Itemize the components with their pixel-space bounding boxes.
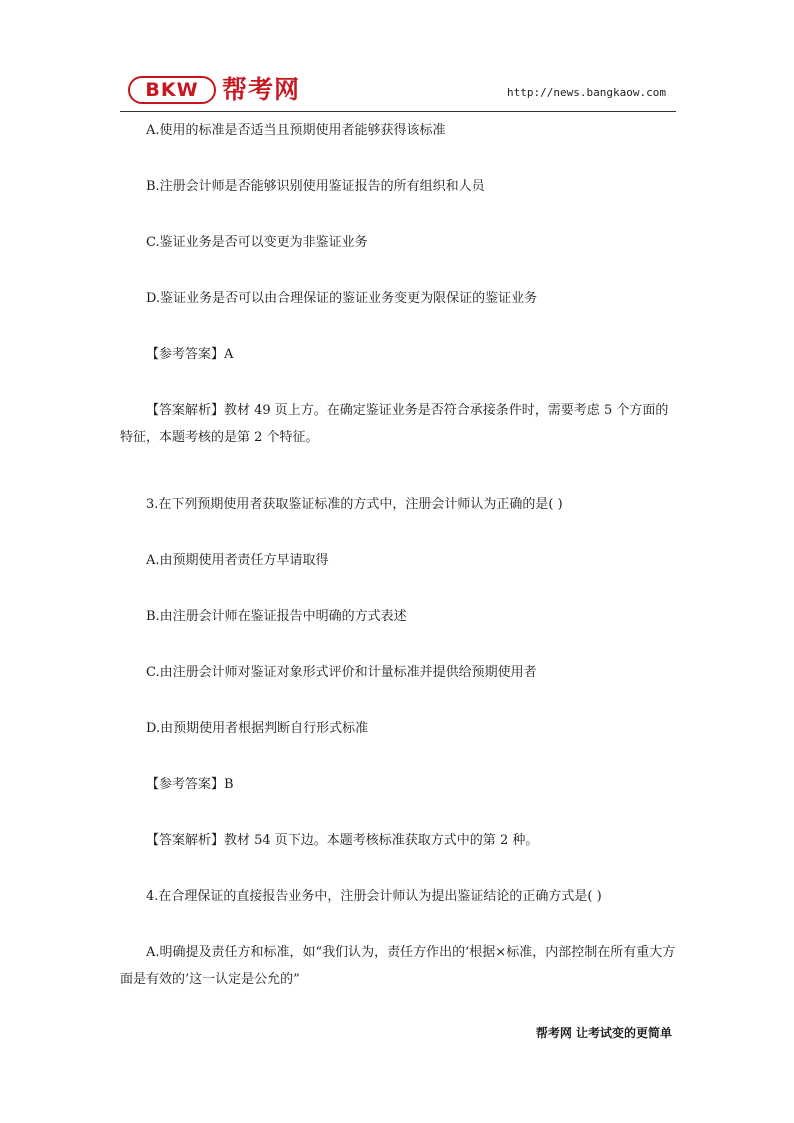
- q3-answer: 【参考答案】B: [146, 777, 234, 792]
- question-4: 4.在合理保证的直接报告业务中，注册会计师认为提出鉴证结论的正确方式是( ): [146, 889, 602, 904]
- option-c-line: C.鉴证业务是否可以变更为非鉴证业务: [146, 235, 368, 250]
- option-d-line: D.鉴证业务是否可以由合理保证的鉴证业务变更为限保证的鉴证业务: [146, 291, 538, 306]
- explanation-paragraph: 【答案解析】教材 49 页上方。在确定鉴证业务是否符合承接条件时，需要考虑 5 个方面的特征，本题考核的是第 2 个特征。: [120, 403, 669, 445]
- logo-latin-text: BKW: [145, 79, 199, 101]
- q3-option-c: C.由注册会计师对鉴证对象形式评价和计量标准并提供给预期使用者: [146, 665, 537, 680]
- q3-option-a: A.由预期使用者责任方早请取得: [146, 553, 329, 568]
- logo-chinese-text: 帮考网: [222, 75, 301, 104]
- option-a-line: A.使用的标准是否适当且预期使用者能够获得该标准: [146, 123, 446, 138]
- header-divider: [120, 111, 676, 112]
- q3-option-b: B.由注册会计师在鉴证报告中明确的方式表述: [146, 609, 407, 624]
- q3-explanation: 【答案解析】教材 54 页下边。本题考核标准获取方式中的第 2 种。: [146, 833, 539, 848]
- question-3: 3.在下列预期使用者获取鉴证标准的方式中，注册会计师认为正确的是( ): [146, 497, 563, 512]
- site-url: http://news.bangkaow.com: [507, 86, 666, 99]
- q4-option-a: A.明确提及责任方和标准，如“我们认为，责任方作出的‘根据×标准，内部控制在所有重大方面是有效的’这一认定是公允的”: [120, 945, 676, 987]
- bkw-logo: [128, 74, 328, 108]
- page-header: [120, 70, 676, 112]
- footer-slogan: 帮考网 让考试变的更简单: [535, 1026, 672, 1040]
- q3-option-d: D.由预期使用者根据判断自行形式标准: [146, 721, 369, 736]
- answer-line: 【参考答案】A: [146, 347, 234, 362]
- option-b-line: B.注册会计师是否能够识别使用鉴证报告的所有组织和人员: [146, 179, 485, 194]
- logo-badge: [128, 76, 216, 104]
